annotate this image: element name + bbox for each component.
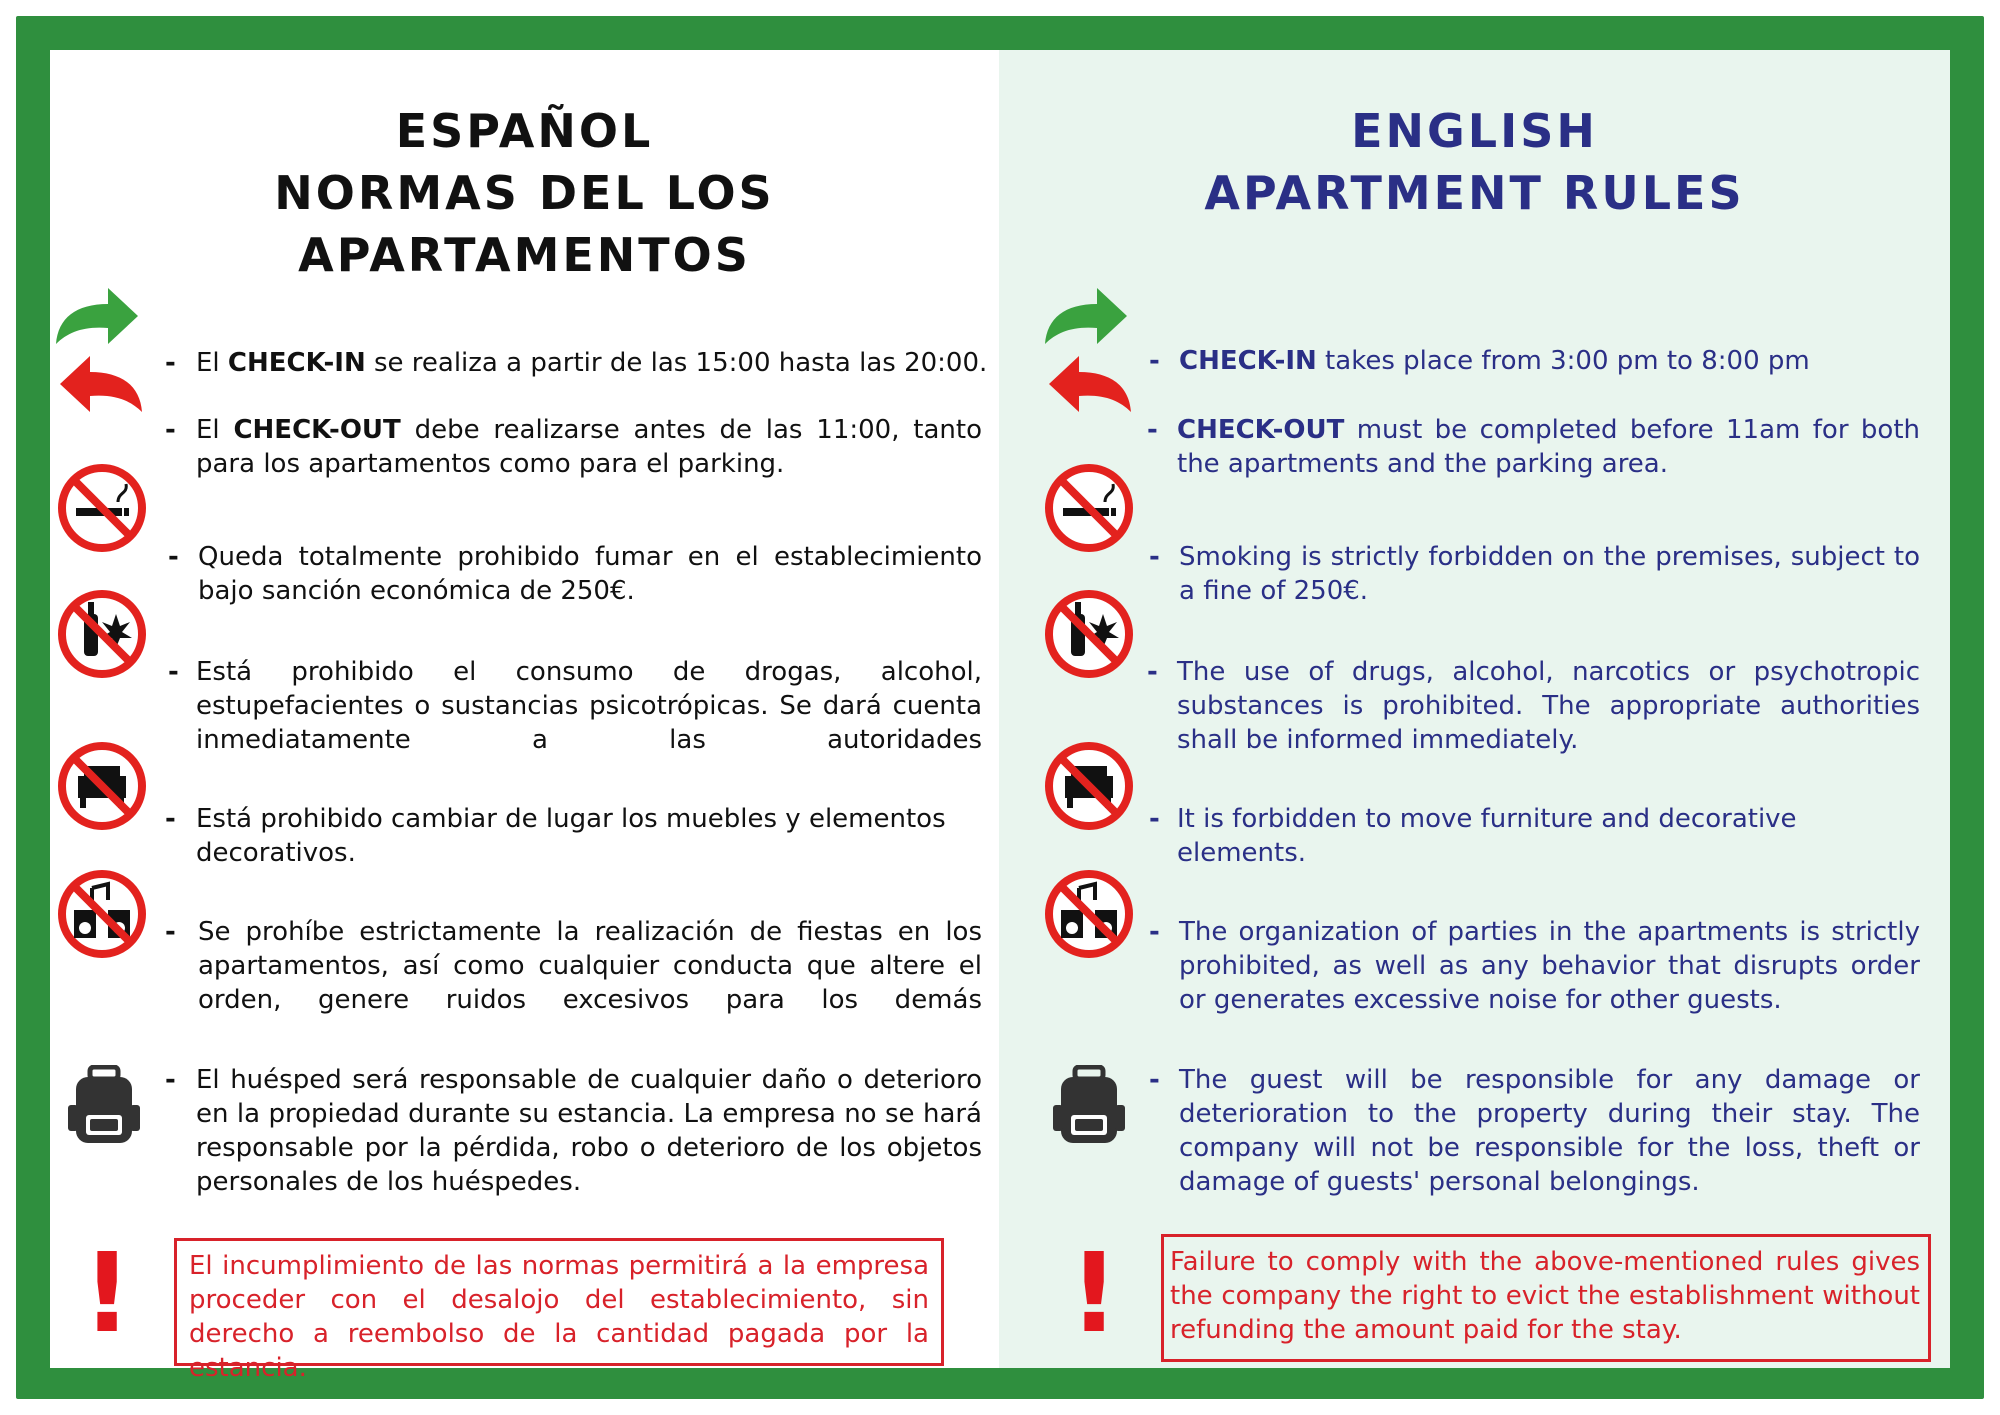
rule-check-out-text: El CHECK-OUT debe realizarse antes de las 11:00, tanto para los apartamentos como para el parking. [196,415,982,479]
english-title [999,100,1950,224]
check-in-arrow-icon [50,282,142,352]
rule-check-in-text: El CHECK-IN se realiza a partir de las 15:00 hasta las 20:00. [196,348,988,378]
english-title-line1: ENGLISH [1351,104,1598,158]
warning-exclamation-icon: ! [1069,1229,1120,1357]
dash: - [1149,1065,1160,1095]
rule-damage-text: The guest will be responsible for any damage or deterioration to the property during their stay. The company will not be responsible for the loss, theft or damage of guests' personal belongings. [1179,1065,1920,1197]
dash: - [165,348,176,378]
no-moving-furniture-icon [56,740,148,832]
rule-damage-text: El huésped será responsable de cualquier daño o deterioro en la propiedad durante su estancia. La empresa no se hará responsable por la pérdida, robo o deterioro de los objetos personales de los huéspedes. [196,1065,982,1197]
rule-check-in-text: CHECK-IN takes place from 3:00 pm to 8:00 pm [1179,346,1810,376]
rule-parties-text: Se prohíbe estrictamente la realización de fiestas en los apartamentos, así como cualquier conducta que altere el orden, genere ruidos excesivos para los demás [198,917,982,1015]
rule-drugs-text: The use of drugs, alcohol, narcotics or psychotropic substances is prohibited. The appropriate authorities shall be informed immediately. [1177,657,1920,755]
dash: - [1149,346,1160,376]
dash: - [1147,415,1158,445]
no-parties-noise-icon [1043,868,1135,960]
dash: - [165,415,176,445]
rule-parties-text: The organization of parties in the apartments is strictly prohibited, as well as any behavior that disrupts order or generates excessive noise for other guests. [1179,917,1920,1015]
warning-box: Failure to comply with the above-mentioned rules gives the company the right to evict the establishment without refunding the amount paid for the stay. [1161,1234,1931,1362]
rule-drugs-text: Está prohibido el consumo de drogas, alcohol, estupefacientes o sustancias psicotrópicas. Se dará cuenta inmediatamente a las autoridades [196,657,982,755]
no-smoking-icon [56,462,148,554]
dash: - [1149,542,1160,572]
rule-furniture-text: It is forbidden to move furniture and decorative elements. [1177,804,1797,868]
rule-no-smoking-text: Queda totalmente prohibido fumar en el establecimiento bajo sanción económica de 250€. [198,542,982,606]
english-title-line2: APARTMENT RULES [1204,166,1745,220]
no-parties-noise-icon [56,868,148,960]
no-drugs-alcohol-icon [56,588,148,680]
dash: - [165,917,176,947]
warning-exclamation-icon: ! [82,1229,133,1357]
no-smoking-icon [1043,462,1135,554]
backpack-icon [1051,1065,1127,1145]
dash: - [1149,804,1160,834]
rule-no-smoking-text: Smoking is strictly forbidden on the premises, subject to a fine of 250€. [1179,542,1920,606]
dash: - [168,657,179,687]
check-out-arrow-icon [1045,350,1137,420]
check-out-arrow-icon [56,350,148,420]
no-drugs-alcohol-icon [1043,588,1135,680]
spanish-title [50,100,999,286]
dash: - [1147,657,1158,687]
dash: - [168,542,179,572]
rule-furniture-text: Está prohibido cambiar de lugar los muebles y elementos decorativos. [196,804,946,868]
check-in-arrow-icon [1039,282,1131,352]
dash: - [165,1065,176,1095]
backpack-icon [66,1065,142,1145]
spanish-panel [50,50,999,1383]
spanish-title-line2: NORMAS DEL LOS APARTAMENTOS [274,166,775,282]
english-panel [999,50,1950,1368]
warning-box: El incumplimiento de las normas permitirá a la empresa proceder con el desalojo del establecimiento, sin derecho a reembolso de la cantidad pagada por la estancia. [174,1238,944,1366]
spanish-title-line1: ESPAÑOL [395,104,654,158]
no-moving-furniture-icon [1043,740,1135,832]
rule-check-out-text: CHECK-OUT must be completed before 11am for both the apartments and the parking area. [1177,415,1920,479]
dash: - [165,804,176,834]
dash: - [1149,917,1160,947]
